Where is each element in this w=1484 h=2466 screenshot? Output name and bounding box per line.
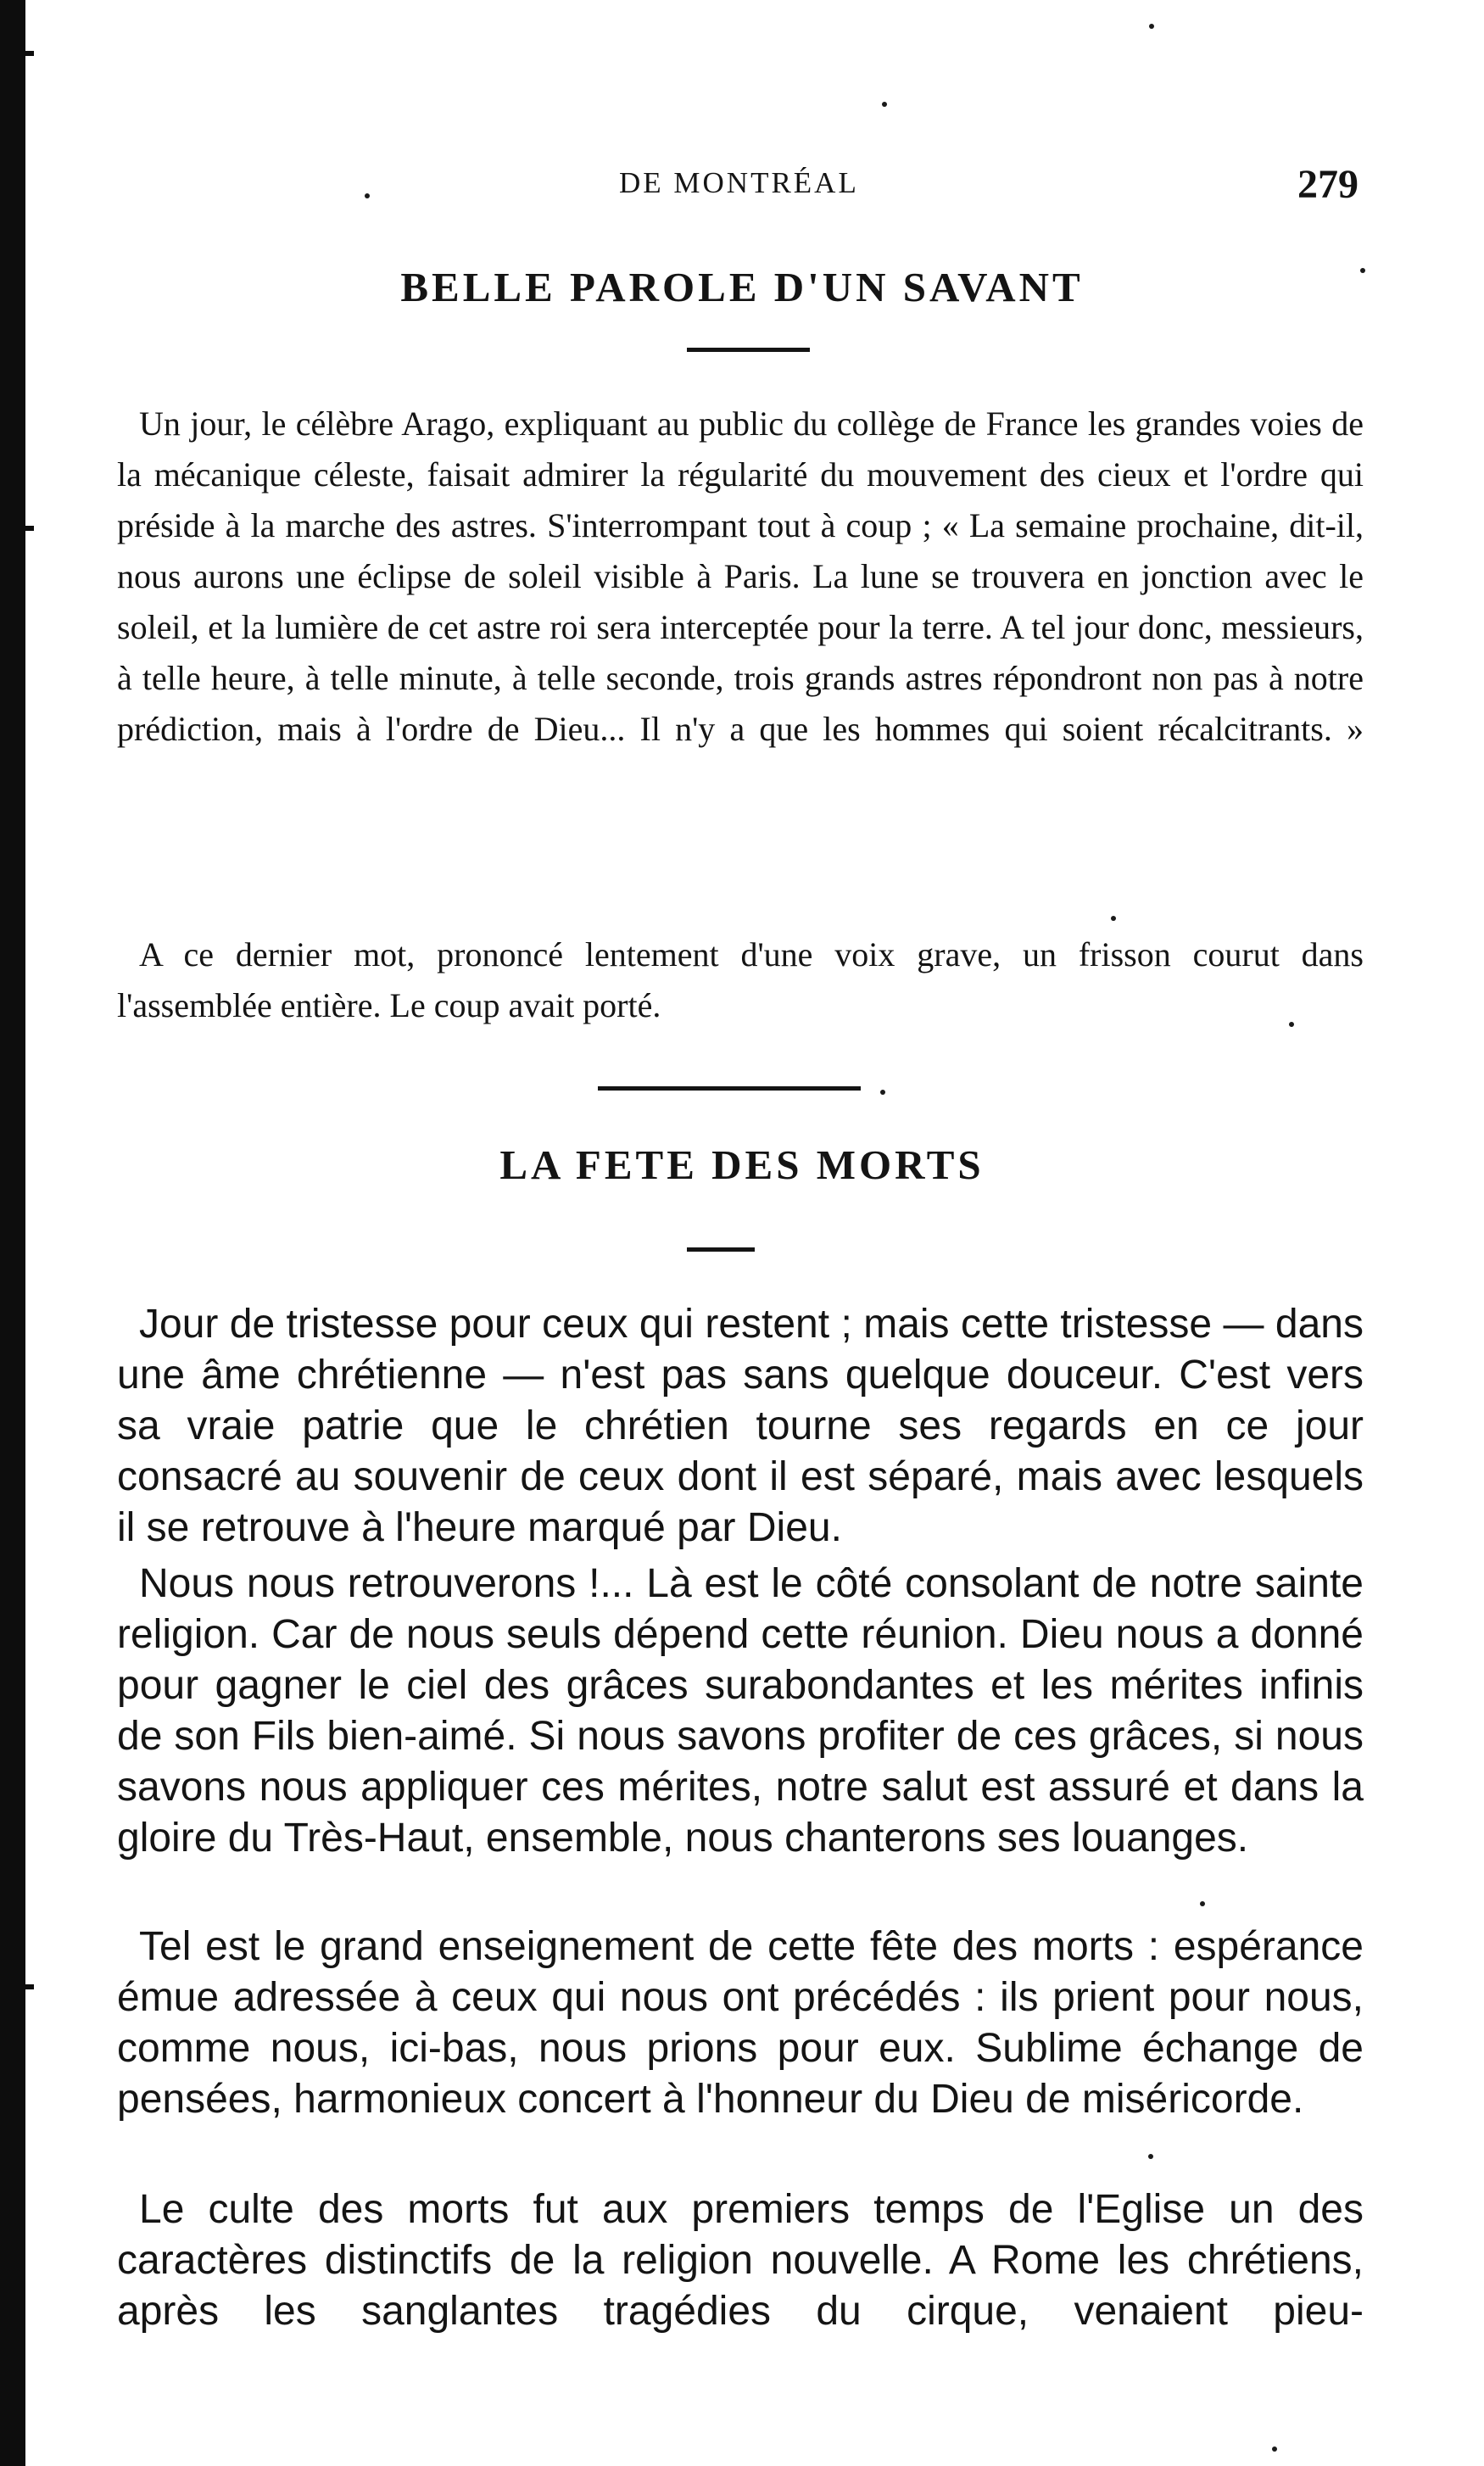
binding-mark — [22, 526, 34, 531]
print-speck — [882, 102, 887, 107]
paragraph: A ce dernier mot, prononcé lentement d'une voix grave, un frisson courut dans l'assemblée entière. Le coup avait porté. — [117, 935, 1364, 1024]
title-rule — [687, 348, 810, 352]
paragraph: Le culte des morts fut aux premiers temps de l'Eglise un des caractères distinctifs de la religion nouvelle. A Rome les chrétiens, après les sanglantes tragédies du cirque, venaient pieu- — [117, 2187, 1364, 2334]
article-title: BELLE PAROLE D'UN SAVANT — [400, 264, 1084, 310]
print-speck — [365, 193, 370, 198]
running-head: DE MONTRÉAL — [619, 166, 859, 199]
paragraph: Nous nous retrouverons !... Là est le côté consolant de notre sainte religion. Car de nous seuls dépend cette réunion. Dieu nous a donné pour gagner le ciel des grâces surabondantes et les mérites infinis de son Fils bien-aimé. Si nous savons profiter de ces grâces, si nous savons nous appliquer ces mérites, notre salut est assuré et dans la gloire du Très-Haut, ensemble, nous chanterons ses louanges. — [117, 1561, 1364, 1861]
page-binding-edge — [0, 0, 25, 2466]
paragraph: Tel est le grand enseignement de cette fête des morts : espérance émue adressée à ceux qui nous ont précédés : ils prient pour nous, comme nous, ici-bas, nous prions pour eux. Sublime échange de pensées, harmonieux concert à l'honneur du Dieu de miséricorde. — [117, 1924, 1364, 2122]
title-rule — [687, 1247, 755, 1252]
paragraph: Un jour, le célèbre Arago, expliquant au public du collège de France les grandes voies de la mécanique céleste, faisait admirer la régularité du mouvement des cieux et l'ordre qui préside à la marche des astres. S'interrompant tout à coup ; « La semaine prochaine, dit-il, nous aurons une éclipse de soleil visible à Paris. La lune se trouvera en jonction avec le soleil, et la lumière de cet astre roi sera interceptée pour la terre. A tel jour donc, messieurs, à telle heure, à telle minute, à telle seconde, trois grands astres répondront non pas à notre prédiction, mais à l'ordre de Dieu... Il n'y a que les hommes qui soient récalcitrants. » — [117, 404, 1364, 748]
print-speck — [880, 1090, 885, 1095]
section-divider — [598, 1086, 861, 1091]
binding-mark — [22, 1984, 34, 1989]
paragraph: Jour de tristesse pour ceux qui restent ; mais cette tristesse — dans une âme chrétienne — n'est pas sans quelque douceur. C'est vers sa vraie patrie que le chrétien tourne ses regards en ce jour consacré au souvenir de ceux dont il est séparé, mais avec lesquels il se retrouve à l'heure marqué par Dieu. — [117, 1302, 1364, 1550]
binding-mark — [22, 51, 34, 56]
print-speck — [1149, 24, 1154, 29]
article-title: LA FETE DES MORTS — [499, 1141, 985, 1188]
page-number: 279 — [1297, 162, 1358, 207]
print-speck — [1272, 2446, 1277, 2452]
